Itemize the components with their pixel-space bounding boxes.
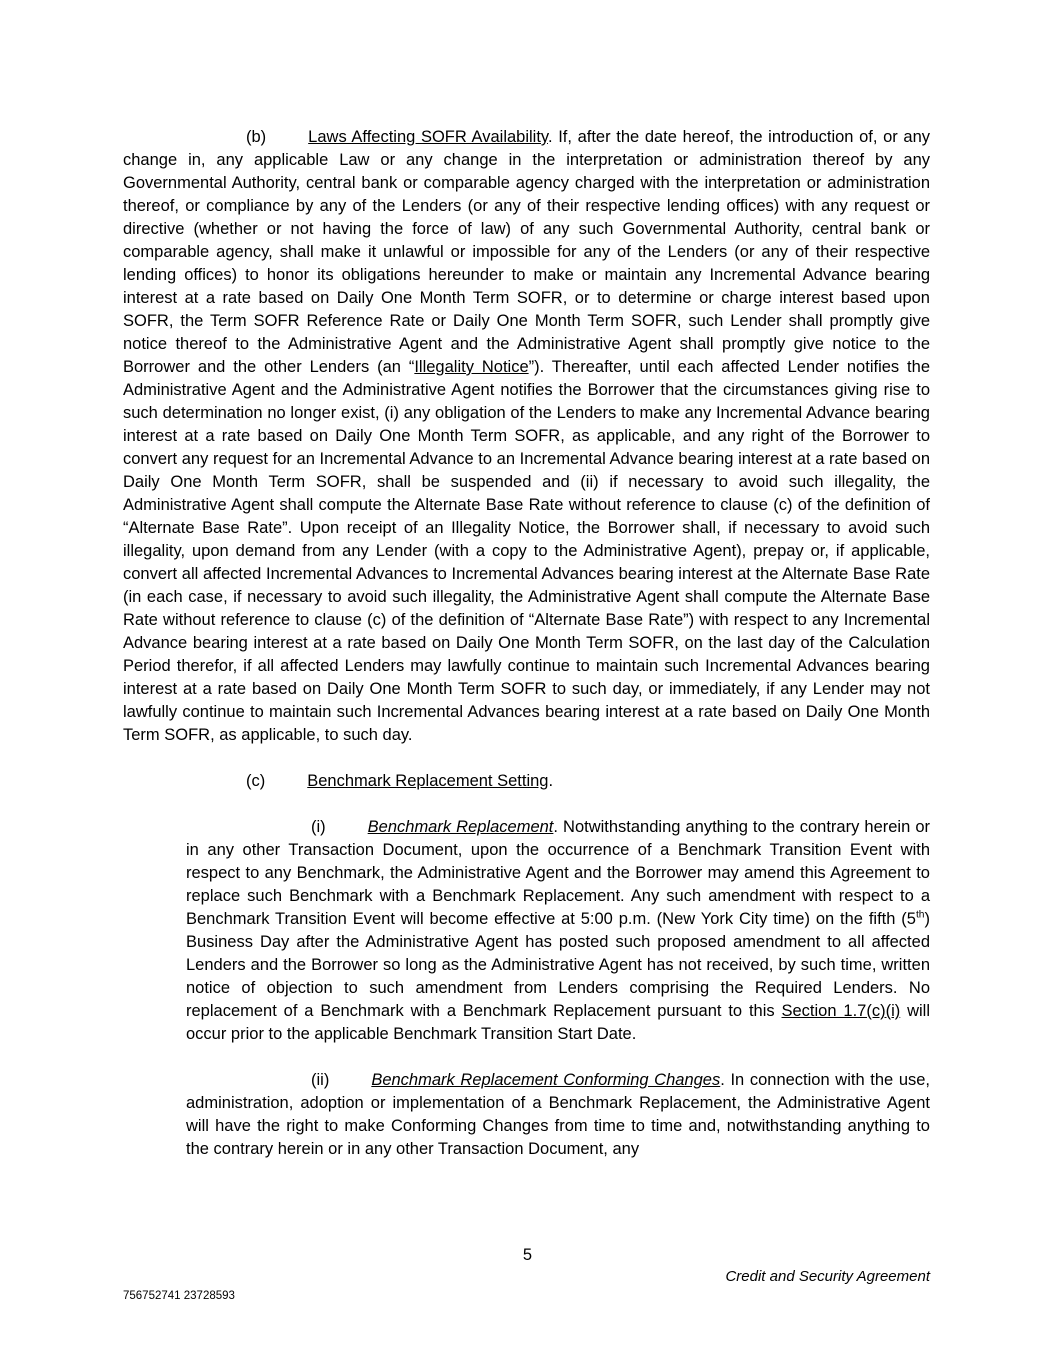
document-title-footer: Credit and Security Agreement xyxy=(725,1268,930,1285)
paragraph-c-i-benchmark-replacement: (i) Benchmark Replacement. Notwithstanding anything to the contrary herein or in any other Transaction Document, upon the occurrence of a Benchmark Transition Event with respect to any Benchmark, the Administrative Agent and the Borrower may amend this Agreement to replace such Benchmark with a Benchmark Replacement. Any such amendment with respect to a Benchmark Transition Event will become effective at 5:00 p.m. (New York City time) on the fifth (5th) Business Day after the Administrative Agent has posted such proposed amendment to all affected Lenders and the Borrower so long as the Administrative Agent has not received, by such time, written notice of objection to such amendment from Lenders comprising the Required Lenders. No replacement of a Benchmark with a Benchmark Replacement pursuant to this Section 1.7(c)(i) will occur prior to the applicable Benchmark Transition Start Date. xyxy=(186,818,931,1043)
document-id-footer: 756752741 23728593 xyxy=(123,1290,235,1302)
paragraph-b-laws-affecting-sofr: (b) Laws Affecting SOFR Availability. If, after the date hereof, the introduction of, or any change in, any applicable Law or any change in the interpretation or administration thereof by any Governmental Authority, central bank or comparable agency charged with the interpretation or administration thereof, or compliance by any of the Lenders (or any of their respective lending offices) with any request or directive (whether or not having the force of law) of any such Governmental Authority, central bank or comparable agency, shall make it unlawful or impossible for any of the Lenders (or any of their respective lending offices) to honor its obligations hereunder to make or maintain any Incremental Advance bearing interest at a rate based on Daily One Month Term SOFR, or to determine or charge interest based upon SOFR, the Term SOFR Reference Rate or Daily One Month Term SOFR, such Lender shall promptly give notice thereof to the Administrative Agent and the Administrative Agent shall promptly give notice to the Borrower and the other Lenders (an “Illegality Notice”). Thereafter, until each affected Lender notifies the Administrative Agent and the Administrative Agent notifies the Borrower that the circumstances giving rise to such determination no longer exist, (i) any obligation of the Lenders to make any Incremental Advance bearing interest at a rate based on Daily One Month Term SOFR, as applicable, and any right of the Borrower to convert any request for an Incremental Advance to an Incremental Advance bearing interest at a rate based on Daily One Month Term SOFR, shall be suspended and (ii) if necessary to avoid such illegality, the Administrative Agent shall compute the Alternate Base Rate without reference to clause (c) of the definition of “Alternate Base Rate”. Upon receipt of an Illegality Notice, the Borrower shall, if necessary to avoid such illegality, upon demand from any Lender (with a copy to the Administrative Agent), prepay or, if applicable, convert all affected Incremental Advances to Incremental Advances bearing interest at the Alternate Base Rate (in each case, if necessary to avoid such illegality, the Administrative Agent shall compute the Alternate Base Rate without reference to clause (c) of the definition of “Alternate Base Rate”) with respect to any Incremental Advance bearing interest at a rate based on Daily One Month Term SOFR, on the last day of the Calculation Period therefor, if all affected Lenders may lawfully continue to maintain such Incremental Advances bearing interest at a rate based on Daily One Month Term SOFR to such day, or immediately, if any Lender may not lawfully continue to maintain such Incremental Advances bearing interest at a rate based on Daily One Month Term SOFR, as applicable, to such day. xyxy=(123,128,930,744)
document-body xyxy=(123,126,930,1184)
page-number: 5 xyxy=(522,1246,533,1264)
paragraph-c-ii-conforming-changes: (ii) Benchmark Replacement Conforming Changes. In connection with the use, administration, adoption or implementation of a Benchmark Replacement, the Administrative Agent will have the right to make Conforming Changes from time to time and, notwithstanding anything to the contrary herein or in any other Transaction Document, any xyxy=(186,1071,931,1158)
heading-c-benchmark-replacement-setting: (c) Benchmark Replacement Setting. xyxy=(246,772,554,790)
